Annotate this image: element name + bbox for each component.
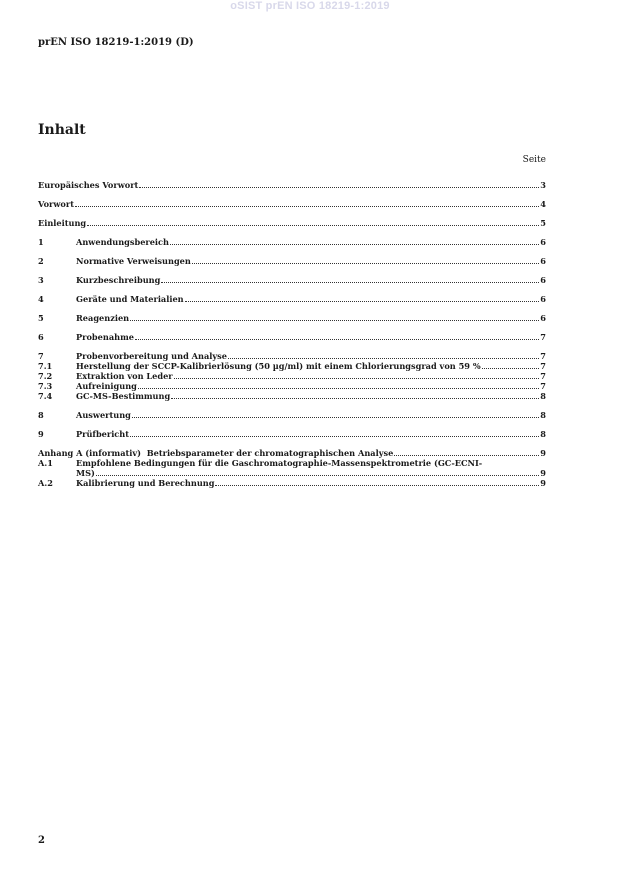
toc-entry-1[interactable]: [38, 237, 546, 247]
toc-entry-page: 7: [540, 371, 546, 381]
toc-entry-label: Europäisches Vorwort: [38, 180, 139, 190]
leader-dots: [394, 455, 539, 456]
toc-entry-7[interactable]: [38, 351, 546, 361]
toc-entry-label: Kalibrierung und Berechnung: [76, 478, 215, 488]
toc-entry-label: Geräte und Materialien: [76, 294, 184, 304]
leader-dots: [482, 368, 540, 369]
toc-entry-label: Probenvorbereitung und Analyse: [76, 351, 227, 361]
toc-entry-label: Aufreinigung: [76, 381, 137, 391]
toc-entry-page: 8: [540, 410, 546, 420]
toc-entry-3[interactable]: [38, 275, 546, 285]
leader-dots: [75, 206, 539, 207]
toc-entry-label: Normative Verweisungen: [76, 256, 191, 266]
toc-entry-6[interactable]: [38, 332, 546, 342]
toc-entry-number: 7.3: [38, 381, 53, 391]
toc-entry-page: 9: [540, 468, 546, 478]
toc-entry-page: 6: [540, 294, 546, 304]
toc-entry-label: Herstellung der SCCP-Kalibrierlösung (50 µg/ml) mit einem Chlorierungsgrad von 59 %: [76, 361, 481, 371]
toc-entry-7-1[interactable]: [38, 361, 546, 371]
toc-entry-number: 9: [38, 429, 44, 439]
toc-entry-number: 7.1: [38, 361, 53, 371]
toc-entry-label: Kurzbeschreibung: [76, 275, 161, 285]
toc-entry-label: Auswertung: [76, 410, 131, 420]
toc-entry-number: 7.4: [38, 391, 53, 401]
toc-entry-a-2[interactable]: [38, 478, 546, 488]
toc-entry-page: 6: [540, 237, 546, 247]
toc-entry-label: Empfohlene Bedingungen für die Gaschromatographie-Massenspektrometrie (GC-ECNI-: [76, 458, 483, 468]
leader-dots: [130, 436, 539, 437]
toc-entry-8[interactable]: [38, 410, 546, 420]
leader-dots: [228, 358, 539, 359]
toc-entry-page: 7: [540, 351, 546, 361]
toc-entry-9[interactable]: [38, 429, 546, 439]
toc-entry-label: Vorwort: [38, 199, 74, 209]
toc-entry-page: 8: [540, 429, 546, 439]
toc-entry-page: 7: [540, 361, 546, 371]
leader-dots: [138, 388, 539, 389]
leader-dots: [130, 320, 539, 321]
toc-entry-label: Probenahme: [76, 332, 134, 342]
document-id: prEN ISO 18219-1:2019 (D): [38, 37, 194, 48]
toc-entry-7-2[interactable]: [38, 371, 546, 381]
toc-entry-page: 6: [540, 313, 546, 323]
page-title: Inhalt: [38, 122, 86, 138]
toc-entry-number: 6: [38, 332, 44, 342]
toc-entry-label: Einleitung: [38, 218, 87, 228]
toc-entry-number: 8: [38, 410, 44, 420]
toc-entry-number: A.2: [38, 478, 53, 488]
toc-entry-7-4[interactable]: [38, 391, 546, 401]
toc-entry-4[interactable]: [38, 294, 546, 304]
toc-entry-page: 7: [540, 332, 546, 342]
toc-entry-5[interactable]: [38, 313, 546, 323]
leader-dots: [87, 225, 539, 226]
toc-entry-page: 7: [540, 381, 546, 391]
leader-dots: [132, 417, 539, 418]
toc-entry-number: 5: [38, 313, 44, 323]
toc-entry-page: 5: [540, 218, 546, 228]
leader-dots: [215, 485, 539, 486]
toc-entry-2[interactable]: [38, 256, 546, 266]
toc-entry-a-1[interactable]: [38, 458, 546, 478]
toc-entry-number: 2: [38, 256, 44, 266]
toc-entry-page: 3: [540, 180, 546, 190]
leader-dots: [192, 263, 539, 264]
toc-entry-label: GC-MS-Bestimmung: [76, 391, 171, 401]
toc-entry-number: 4: [38, 294, 44, 304]
toc-entry-number: 7: [38, 351, 44, 361]
toc-entry-page: 4: [540, 199, 546, 209]
leader-dots: [96, 475, 539, 476]
table-of-contents: [38, 180, 546, 488]
leader-dots: [135, 339, 539, 340]
page-number: 2: [38, 835, 45, 846]
leader-dots: [185, 301, 540, 302]
toc-entry-number: 1: [38, 237, 44, 247]
toc-entry-label-continued: MS): [76, 468, 95, 478]
toc-entry-europaeisches-vorwort[interactable]: [38, 180, 546, 190]
toc-entry-einleitung[interactable]: [38, 218, 546, 228]
toc-entry-label: Extraktion von Leder: [76, 371, 173, 381]
toc-entry-page: 6: [540, 275, 546, 285]
leader-dots: [171, 398, 539, 399]
toc-entry-vorwort[interactable]: [38, 199, 546, 209]
toc-entry-number: 3: [38, 275, 44, 285]
page-column-label: Seite: [522, 155, 546, 165]
leader-dots: [161, 282, 539, 283]
toc-entry-number: 7.2: [38, 371, 53, 381]
leader-dots: [170, 244, 539, 245]
toc-entry-page: 9: [540, 448, 546, 458]
toc-entry-label: Anwendungsbereich: [76, 237, 169, 247]
toc-entry-label: Prüfbericht: [76, 429, 130, 439]
toc-entry-7-3[interactable]: [38, 381, 546, 391]
toc-entry-anhang-a[interactable]: [38, 448, 546, 458]
toc-entry-number: A.1: [38, 458, 53, 468]
watermark: oSIST prEN ISO 18219-1:2019: [230, 0, 390, 12]
toc-entry-page: 6: [540, 256, 546, 266]
toc-entry-label: Reagenzien: [76, 313, 130, 323]
toc-entry-label: Anhang A (informativ) Betriebsparameter der chromatographischen Analyse: [38, 448, 394, 458]
toc-entry-page: 8: [540, 391, 546, 401]
leader-dots: [174, 378, 540, 379]
toc-entry-page: 9: [540, 478, 546, 488]
leader-dots: [139, 187, 539, 188]
